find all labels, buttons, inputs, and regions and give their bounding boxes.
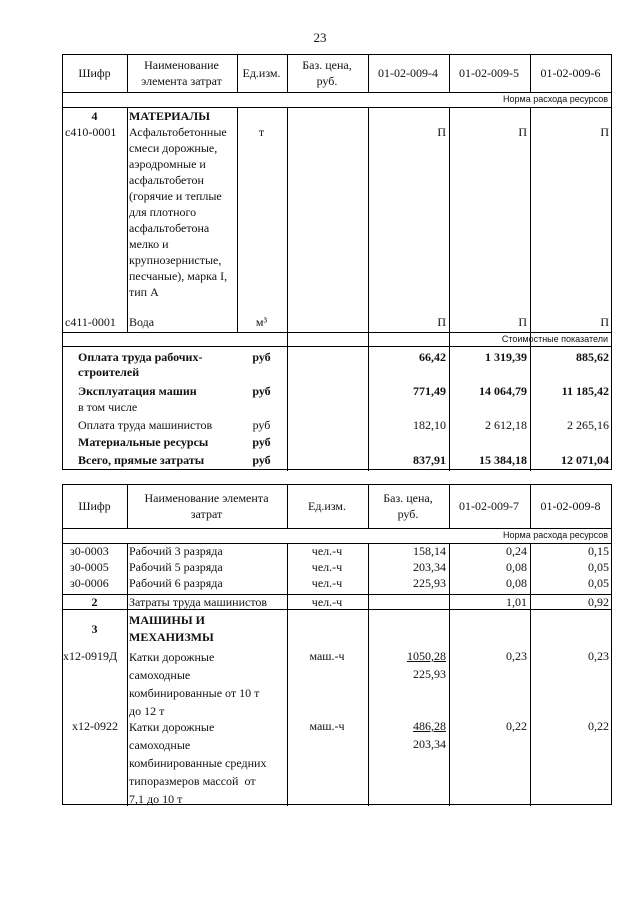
cost-total-value-3: 12 071,04	[561, 453, 609, 467]
t2-section-title-l1: МАШИНЫ И	[129, 613, 205, 627]
t1-row2-value-1: П	[437, 315, 446, 329]
cost-total-label: Всего, прямые затраты	[78, 453, 205, 467]
t2-worker-value-1: 0,24	[506, 544, 527, 558]
t2-worker-unit: чел.-ч	[311, 576, 343, 590]
t1-header-col1: 01-02-009-4	[378, 66, 438, 80]
t2-machine-unit: маш.-ч	[309, 719, 345, 733]
t2-header-name-l2: затрат	[190, 507, 223, 521]
t1-header-name-l1: Наименование	[144, 58, 219, 72]
t1-header-code: Шифр	[78, 66, 111, 80]
t1-header-unit: Ед.изм.	[242, 66, 281, 80]
t2-worker-value-2: 0,05	[588, 576, 609, 590]
t1-row2-name: Вода	[129, 315, 155, 329]
t1-row2-value-2: П	[518, 315, 527, 329]
t1-row1-name	[129, 124, 239, 300]
cost-labor-label-l2: строителей	[78, 365, 140, 379]
t1-row1-name-line: песчаные), марка I,	[129, 269, 228, 283]
t2-operators-name: Затраты труда машинистов	[129, 595, 268, 609]
t2-machine-price-1: 1050,28	[407, 649, 446, 663]
t1-row2-code: с411-0001	[65, 315, 116, 329]
t1-row1-name-line: смеси дорожные,	[129, 141, 218, 155]
t2-operators-value-1: 1,01	[506, 595, 527, 609]
t2-machine-price-1: 486,28	[413, 719, 446, 733]
cost-operators-label: Оплата труда машинистов	[78, 418, 213, 432]
t1-row1-name-line: Асфальтобетонные	[129, 125, 227, 139]
t2-machine-name-line: 7,1 до 10 т	[129, 792, 183, 806]
t1-header-col2: 01-02-009-5	[459, 66, 519, 80]
t2-worker-value-1: 0,08	[506, 576, 527, 590]
t1-row1-name-line: мелко и	[129, 237, 169, 251]
t2-worker-value-2: 0,15	[588, 544, 609, 558]
t2-header-price-l2: руб.	[397, 507, 419, 521]
t1-row1-name-line: крупнозернистые,	[129, 253, 222, 267]
t2-worker-price: 203,34	[413, 560, 446, 574]
t2-worker-value-1: 0,08	[506, 560, 527, 574]
t1-row1-name-line: асфальтобетона	[129, 221, 210, 235]
t1-row2-unit: м³	[255, 315, 268, 329]
t2-worker-code: з0-0006	[70, 576, 109, 590]
t2-header-col1: 01-02-009-7	[459, 499, 519, 513]
t1-row1-name-line: аэродромные и	[129, 157, 206, 171]
t2-worker-unit: чел.-ч	[311, 544, 343, 558]
t1-row1-name-line: для плотного	[129, 205, 197, 219]
page-number: 23	[313, 30, 327, 45]
t2-machine-name	[129, 718, 287, 808]
t1-row1-name-line: асфальтобетон	[129, 173, 204, 187]
t1-row1-name-line: тип А	[129, 285, 159, 299]
t1-header-col3: 01-02-009-6	[540, 66, 601, 80]
t2-worker-name: Рабочий 3 разряда	[129, 544, 223, 558]
t2-machine-price-2: 225,93	[413, 667, 446, 681]
t2-machine-code: х12-0919Д	[63, 649, 118, 663]
t2-worker-unit: чел.-ч	[311, 560, 343, 574]
t2-header-name-l1: Наименование элемента	[144, 491, 269, 505]
cost-operators-unit: руб	[252, 418, 271, 432]
t1-header-price-l2: руб.	[316, 74, 338, 88]
t2-machine-value-1: 0,22	[506, 719, 527, 733]
t1-row1-unit: т	[258, 125, 265, 139]
cost-labor-value-1: 66,42	[419, 350, 446, 364]
t1-row1-name-line: (горячие и теплые	[129, 189, 222, 203]
t2-machine-name-line: комбинированные средних	[129, 756, 267, 770]
t2-header-col2: 01-02-009-8	[540, 499, 601, 513]
t1-row1-value-2: П	[518, 125, 527, 139]
t2-worker-code: з0-0005	[70, 560, 109, 574]
cost-total-value-1: 837,91	[413, 453, 446, 467]
cost-machines-unit: руб	[252, 384, 271, 398]
cost-labor-unit: руб	[252, 350, 271, 364]
t1-row2-value-3: П	[600, 315, 609, 329]
cost-operators-value-3: 2 265,16	[567, 418, 609, 432]
cost-materials-label: Материальные ресурсы	[78, 435, 209, 449]
t2-machine-value-2: 0,22	[588, 719, 609, 733]
t2-worker-value-2: 0,05	[588, 560, 609, 574]
t2-header-unit: Ед.изм.	[307, 499, 347, 513]
t2-operators-unit: чел.-ч	[311, 595, 343, 609]
t2-machine-name-line: Катки дорожные	[129, 650, 215, 664]
cost-labor-label-l1: Оплата труда рабочих-	[78, 350, 203, 364]
t2-worker-code: з0-0003	[70, 544, 109, 558]
t2-worker-price: 158,14	[413, 544, 446, 558]
t1-header-price-l1: Баз. цена,	[302, 58, 352, 72]
t2-machine-name-line: до 12 т	[129, 704, 165, 718]
t2-machine-name	[129, 648, 287, 720]
t2-machine-value-1: 0,23	[506, 649, 527, 663]
t2-section-number: 3	[91, 622, 98, 636]
t2-worker-name: Рабочий 6 разряда	[129, 576, 223, 590]
t1-row1-value-3: П	[600, 125, 609, 139]
t2-machine-code: х12-0922	[72, 719, 118, 733]
cost-machines-value-3: 11 185,42	[561, 384, 609, 398]
cost-total-value-2: 15 384,18	[479, 453, 527, 467]
cost-machines-value-2: 14 064,79	[479, 384, 527, 398]
t2-norm-header: Норма расхода ресурсов	[503, 530, 608, 540]
t2-machine-name-line: самоходные	[129, 738, 191, 752]
cost-including-label: в том числе	[78, 400, 138, 414]
t2-operators-value-2: 0,92	[588, 595, 609, 609]
cost-operators-value-1: 182,10	[413, 418, 446, 432]
cost-materials-unit: руб	[252, 435, 271, 449]
t2-machine-price-2: 203,34	[413, 737, 446, 751]
t2-header-price-l1: Баз. цена,	[383, 491, 433, 505]
t2-machine-name-line: самоходные	[129, 668, 191, 682]
cost-machines-label: Эксплуатация машин	[78, 384, 197, 398]
t2-worker-name: Рабочий 5 разряда	[129, 560, 223, 574]
t2-machine-name-line: типоразмеров массой от	[129, 774, 256, 788]
t2-machine-name-line: Катки дорожные	[129, 720, 215, 734]
t1-header-name-l2: элемента затрат	[141, 74, 222, 88]
t1-section-number: 4	[91, 109, 98, 123]
t1-row1-value-1: П	[437, 125, 446, 139]
cost-machines-value-1: 771,49	[413, 384, 446, 398]
t2-machine-unit: маш.-ч	[309, 649, 345, 663]
cost-operators-value-2: 2 612,18	[485, 418, 527, 432]
t2-machine-value-2: 0,23	[588, 649, 609, 663]
cost-total-unit: руб	[252, 453, 271, 467]
t2-header-code: Шифр	[78, 499, 111, 513]
t1-norm-header: Норма расхода ресурсов	[503, 94, 608, 104]
t2-worker-price: 225,93	[413, 576, 446, 590]
t2-operators-code: 2	[91, 595, 98, 609]
t1-section-title: МАТЕРИАЛЫ	[129, 109, 210, 123]
cost-labor-value-2: 1 319,39	[485, 350, 527, 364]
cost-labor-value-3: 885,62	[576, 350, 609, 364]
t2-section-title-l2: МЕХАНИЗМЫ	[129, 630, 214, 644]
t1-row1-code: с410-0001	[65, 125, 117, 139]
t1-cost-header: Стоимостные показатели	[501, 334, 608, 344]
t2-machine-name-line: комбинированные от 10 т	[129, 686, 260, 700]
